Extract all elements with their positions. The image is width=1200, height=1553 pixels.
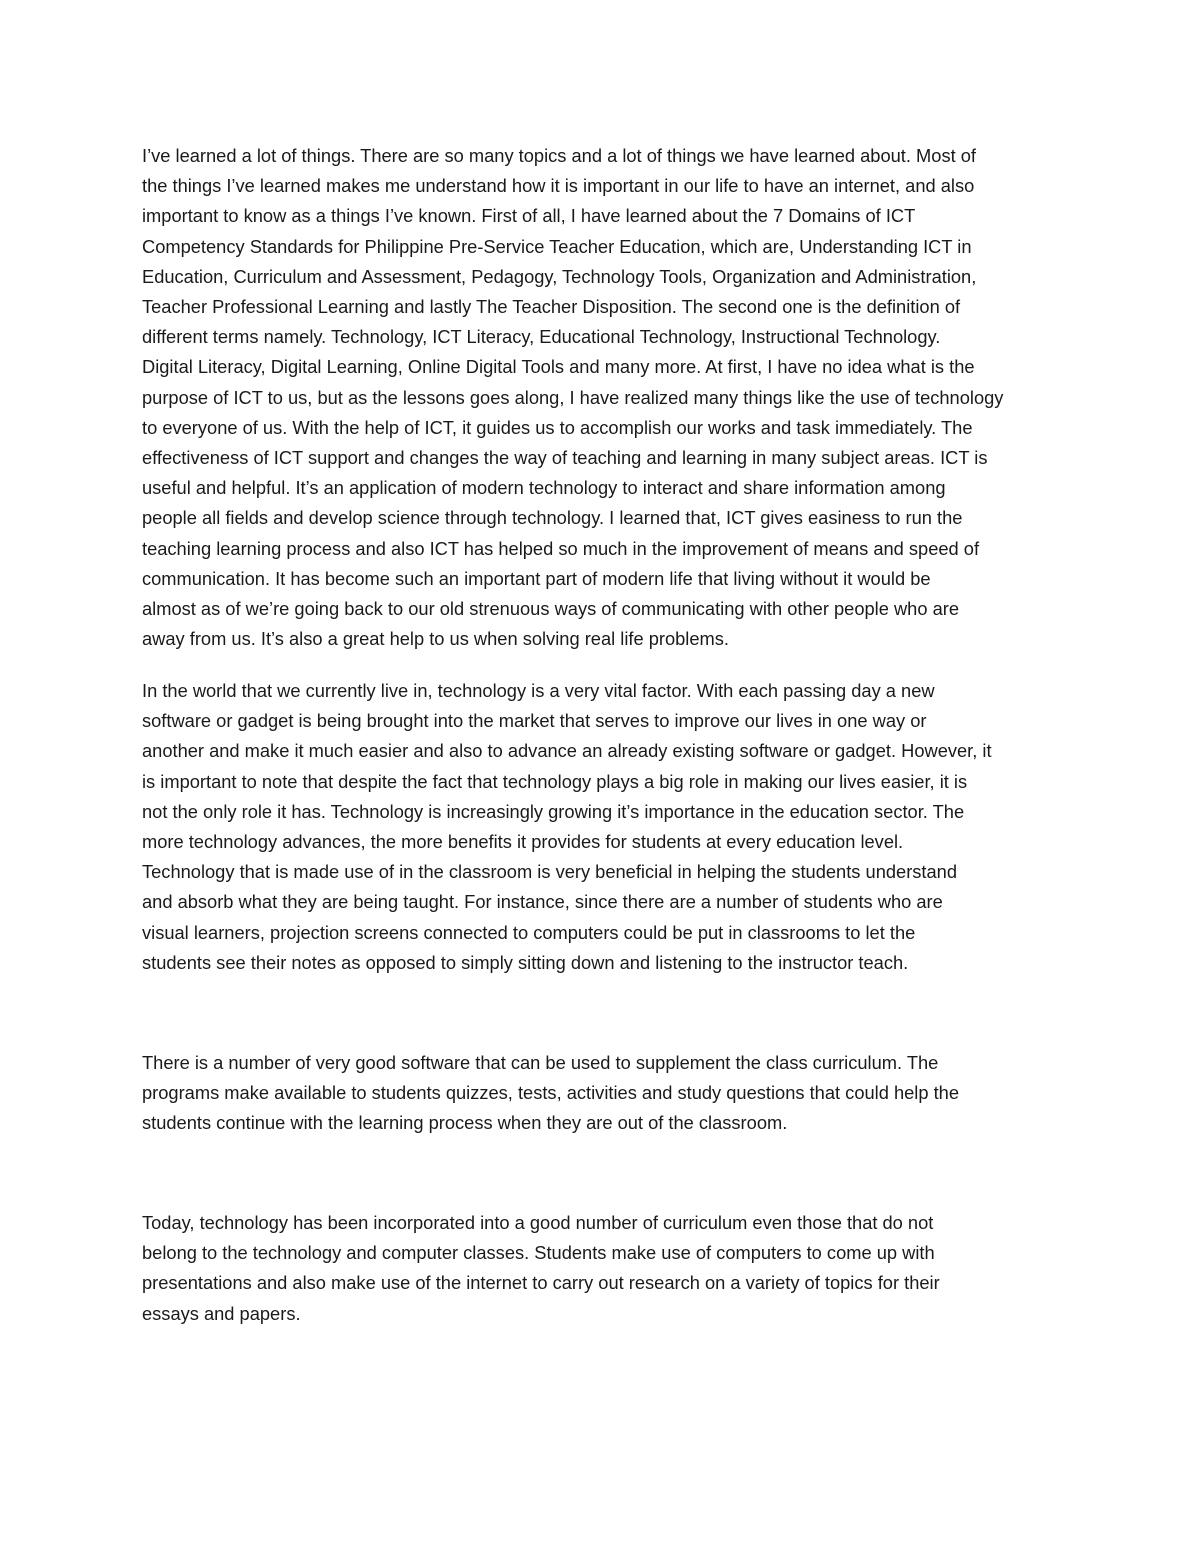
text-line: effectiveness of ICT support and changes the way of teaching and learning in many subject areas. ICT is	[142, 447, 988, 469]
paragraph-technology-incorporated	[142, 1208, 1072, 1329]
text-line: Digital Literacy, Digital Learning, Online Digital Tools and many more. At first, I have no idea what is the	[142, 356, 975, 378]
text-line: Technology that is made use of in the classroom is very beneficial in helping the students understand	[142, 861, 958, 883]
text-line: belong to the technology and computer classes. Students make use of computers to come up with	[142, 1242, 935, 1264]
text-line: students see their notes as opposed to simply sitting down and listening to the instructor teach.	[142, 951, 909, 973]
text-line: almost as of we’re going back to our old strenuous ways of communicating with other people who are	[142, 598, 959, 620]
paragraph-software-curriculum	[142, 1048, 1072, 1139]
text-line: visual learners, projection screens connected to computers could be put in classrooms to let the	[142, 921, 916, 943]
text-line: programs make available to students quizzes, tests, activities and study questions that could help the	[142, 1082, 960, 1104]
text-line: communication. It has become such an important part of modern life that living without it would be	[142, 567, 931, 589]
text-line: teaching learning process and also ICT has helped so much in the improvement of means and speed of	[142, 537, 980, 559]
text-line: people all fields and develop science through technology. I learned that, ICT gives easiness to run the	[142, 507, 963, 529]
text-line: In the world that we currently live in, technology is a very vital factor. With each passing day a new	[142, 680, 935, 701]
text-line: is important to note that despite the fact that technology plays a big role in making our lives easier, it is	[142, 770, 968, 792]
text-line: important to know as a things I’ve known. First of all, I have learned about the 7 Domains of ICT	[142, 205, 916, 227]
text-line: more technology advances, the more benefits it provides for students at every education level.	[142, 831, 904, 853]
paragraph-ict-learnings	[142, 141, 1072, 654]
text-line: Teacher Professional Learning and lastly The Teacher Disposition. The second one is the definition of	[142, 296, 961, 318]
text-line: useful and helpful. It’s an application of modern technology to interact and share information among	[142, 477, 946, 499]
text-line: I’ve learned a lot of things. There are so many topics and a lot of things we have learned about. Most of	[142, 145, 976, 166]
text-line: students continue with the learning process when they are out of the classroom.	[142, 1112, 788, 1134]
text-line: Competency Standards for Philippine Pre-Service Teacher Education, which are, Understanding ICT in	[142, 235, 972, 257]
text-line: purpose of ICT to us, but as the lessons goes along, I have realized many things like the use of technology	[142, 386, 1004, 408]
paragraph-technology-vital-factor	[142, 676, 1072, 978]
text-line: away from us. It’s also a great help to us when solving real life problems.	[142, 628, 729, 650]
text-line: Today, technology has been incorporated into a good number of curriculum even those that do not	[142, 1212, 934, 1233]
text-line: another and make it much easier and also to advance an already existing software or gadget. However, it	[142, 740, 992, 762]
text-line: presentations and also make use of the internet to carry out research on a variety of topics for their	[142, 1272, 940, 1294]
text-line: to everyone of us. With the help of ICT, it guides us to accomplish our works and task immediately. The	[142, 416, 973, 438]
text-line: the things I’ve learned makes me understand how it is important in our life to have an internet, and also	[142, 175, 975, 197]
text-line: Education, Curriculum and Assessment, Pedagogy, Technology Tools, Organization and Administration,	[142, 265, 977, 287]
text-line: software or gadget is being brought into the market that serves to improve our lives in one way or	[142, 710, 927, 732]
text-line: different terms namely. Technology, ICT Literacy, Educational Technology, Instructional Technology.	[142, 326, 941, 348]
text-line: and absorb what they are being taught. For instance, since there are a number of students who are	[142, 891, 943, 913]
text-line: not the only role it has. Technology is increasingly growing it’s importance in the education sector. The	[142, 800, 965, 822]
text-line: essays and papers.	[142, 1302, 301, 1324]
text-line: There is a number of very good software that can be used to supplement the class curriculum. The	[142, 1052, 939, 1073]
